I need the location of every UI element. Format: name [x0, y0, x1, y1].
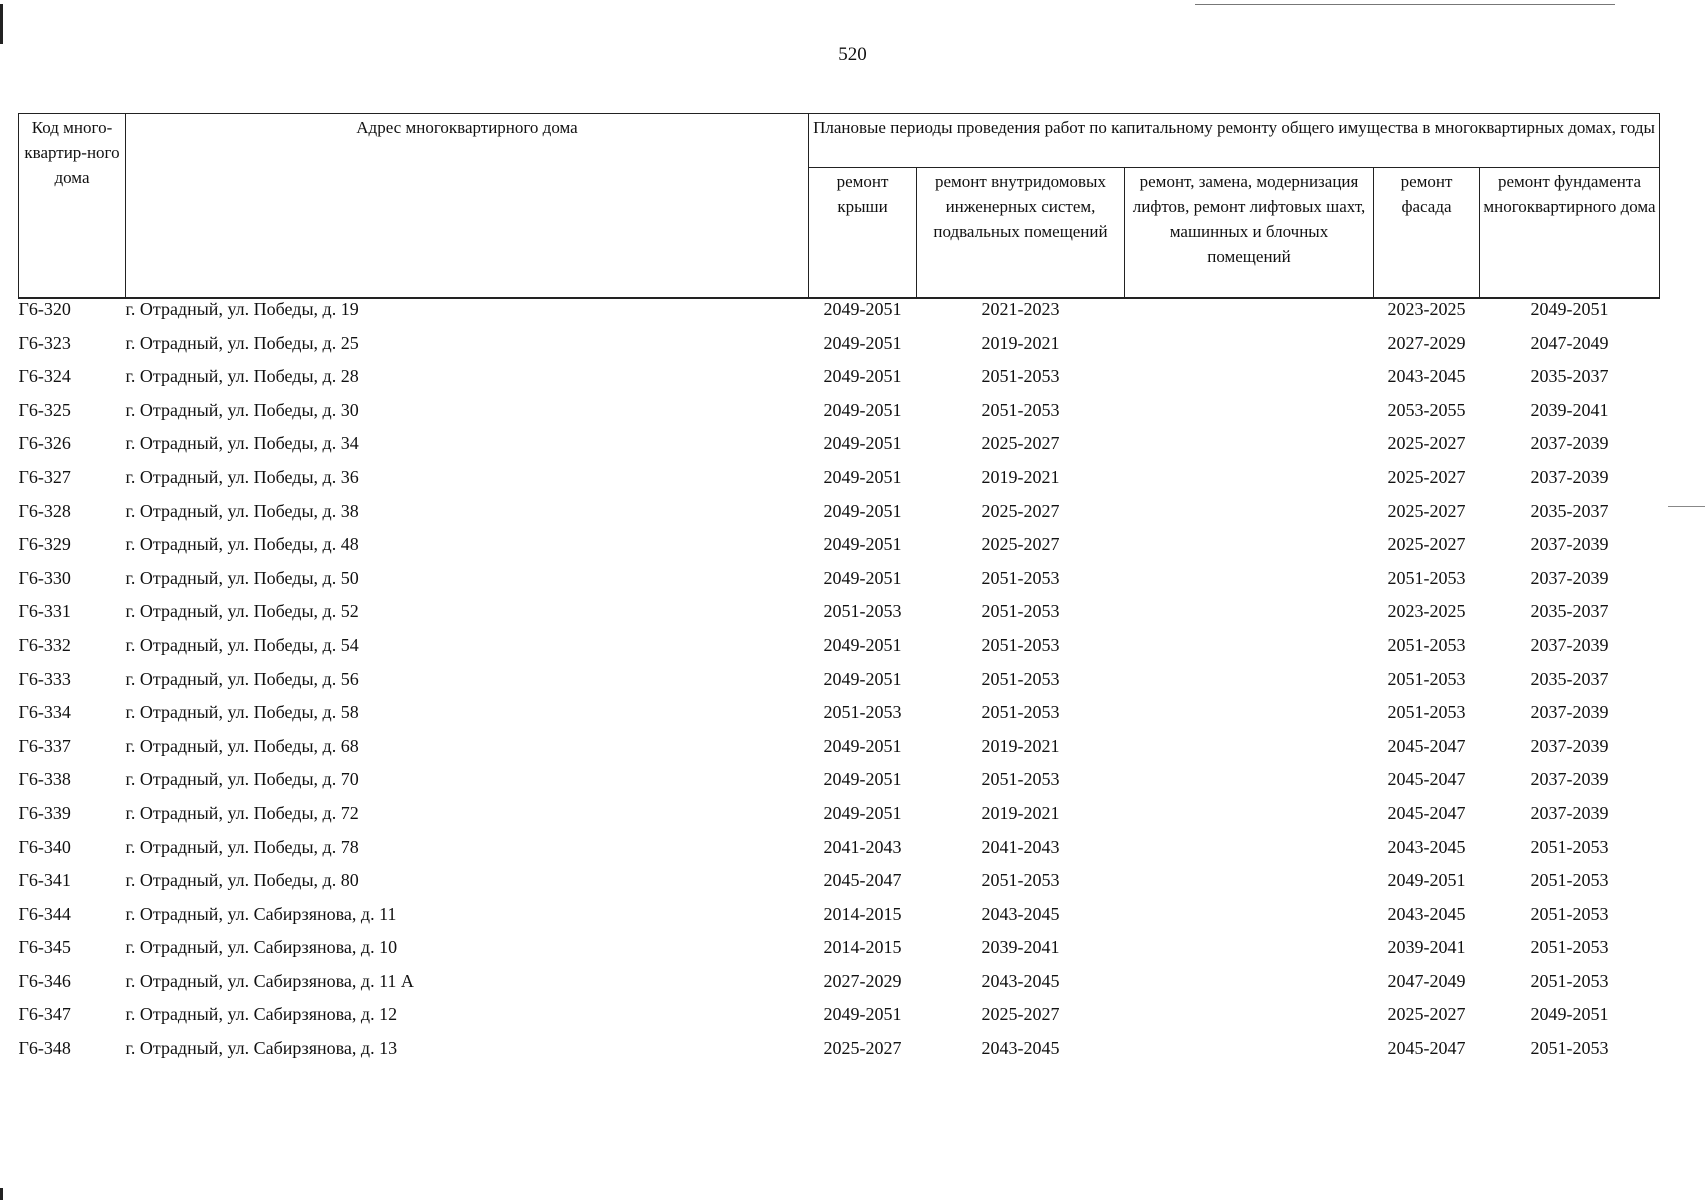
cell-roof: 2049-2051 [823, 1004, 902, 1025]
cell-foundation: 2051-2053 [1530, 970, 1609, 991]
table-row [19, 635, 1660, 669]
cell-foundation: 2037-2039 [1530, 634, 1609, 655]
header-address: Адрес многоквартирного дома [126, 114, 809, 299]
cell-foundation: 2035-2037 [1530, 601, 1609, 622]
cell-foundation: 2047-2049 [1530, 332, 1609, 353]
cell-engineering: 2051-2053 [981, 769, 1060, 790]
table-row [19, 601, 1660, 635]
cell-facade: 2047-2049 [1387, 970, 1466, 991]
cell-roof: 2027-2029 [823, 970, 902, 991]
cell-facade: 2045-2047 [1387, 802, 1466, 823]
cell-engineering: 2025-2027 [981, 500, 1060, 521]
cell-engineering: 2051-2053 [981, 634, 1060, 655]
page-number: 520 [838, 44, 867, 65]
table-row [19, 870, 1660, 904]
cell-code: Г6-348 [18, 1038, 71, 1059]
scan-artifact-left-bottom [0, 1188, 3, 1200]
cell-address: г. Отрадный, ул. Победы, д. 80 [125, 870, 359, 891]
cell-facade: 2027-2029 [1387, 332, 1466, 353]
cell-facade: 2039-2041 [1387, 937, 1466, 958]
cell-address: г. Отрадный, ул. Победы, д. 56 [125, 668, 359, 689]
table-row [19, 1038, 1660, 1072]
cell-engineering: 2051-2053 [981, 870, 1060, 891]
cell-roof: 2049-2051 [823, 332, 902, 353]
cell-engineering: 2051-2053 [981, 366, 1060, 387]
cell-facade: 2023-2025 [1374, 298, 1480, 333]
cell-code: Г6-328 [18, 500, 71, 521]
cell-roof: 2049-2051 [823, 534, 902, 555]
cell-code: Г6-344 [18, 903, 71, 924]
cell-roof: 2049-2051 [823, 466, 902, 487]
cell-elevators [1125, 534, 1374, 568]
cell-engineering: 2051-2053 [981, 668, 1060, 689]
cell-elevators [1125, 333, 1374, 367]
cell-roof: 2049-2051 [823, 366, 902, 387]
cell-elevators [1125, 635, 1374, 669]
header-periods-group: Плановые периоды проведения работ по капитальному ремонту общего имущества в многоквартирных домах, годы [809, 114, 1660, 168]
header-foundation: ремонт фундамента многоквартирного дома [1480, 168, 1660, 299]
cell-foundation: 2037-2039 [1530, 735, 1609, 756]
cell-address: г. Отрадный, ул. Сабирзянова, д. 11 [125, 903, 397, 924]
cell-foundation: 2037-2039 [1530, 466, 1609, 487]
cell-address: г. Отрадный, ул. Победы, д. 30 [125, 399, 359, 420]
repair-schedule-table [18, 113, 1660, 1072]
cell-elevators [1125, 366, 1374, 400]
cell-engineering: 2025-2027 [981, 534, 1060, 555]
cell-address: г. Отрадный, ул. Сабирзянова, д. 11 А [125, 970, 414, 991]
table-row [19, 467, 1660, 501]
cell-engineering: 2043-2045 [981, 970, 1060, 991]
cell-code: Г6-347 [18, 1004, 71, 1025]
table-row [19, 904, 1660, 938]
cell-facade: 2049-2051 [1387, 870, 1466, 891]
cell-foundation: 2051-2053 [1530, 870, 1609, 891]
cell-roof: 2049-2051 [823, 802, 902, 823]
cell-foundation: 2037-2039 [1530, 433, 1609, 454]
cell-foundation: 2039-2041 [1530, 399, 1609, 420]
cell-facade: 2043-2045 [1387, 836, 1466, 857]
cell-facade: 2025-2027 [1387, 466, 1466, 487]
cell-facade: 2053-2055 [1387, 399, 1466, 420]
cell-elevators [1125, 298, 1374, 333]
cell-roof: 2049-2051 [823, 735, 902, 756]
table-row [19, 769, 1660, 803]
cell-address: г. Отрадный, ул. Сабирзянова, д. 12 [125, 1004, 398, 1025]
cell-code: Г6-327 [18, 466, 71, 487]
scan-artifact-top [1195, 4, 1615, 5]
cell-engineering: 2019-2021 [981, 735, 1060, 756]
table-row [19, 971, 1660, 1005]
table-row [19, 837, 1660, 871]
table-row [19, 534, 1660, 568]
cell-code: Г6-332 [18, 634, 71, 655]
cell-elevators [1125, 467, 1374, 501]
cell-code: Г6-337 [18, 735, 71, 756]
cell-elevators [1125, 400, 1374, 434]
cell-elevators [1125, 904, 1374, 938]
cell-facade: 2045-2047 [1387, 769, 1466, 790]
cell-elevators [1125, 1038, 1374, 1072]
cell-roof: 2049-2051 [809, 298, 917, 333]
header-elevators: ремонт, замена, модернизация лифтов, ремонт лифтовых шахт, машинных и блочных помещений [1125, 168, 1374, 299]
cell-elevators [1125, 501, 1374, 535]
cell-roof: 2049-2051 [823, 668, 902, 689]
cell-address: г. Отрадный, ул. Победы, д. 36 [125, 466, 359, 487]
cell-elevators [1125, 1004, 1374, 1038]
cell-roof: 2051-2053 [823, 702, 902, 723]
table-row [19, 400, 1660, 434]
cell-engineering: 2051-2053 [981, 702, 1060, 723]
cell-roof: 2049-2051 [823, 433, 902, 454]
cell-roof: 2049-2051 [823, 634, 902, 655]
cell-engineering: 2025-2027 [981, 1004, 1060, 1025]
header-code: Код много-квартир-ного дома [19, 114, 126, 299]
cell-facade: 2025-2027 [1387, 1004, 1466, 1025]
table-body [19, 298, 1660, 1072]
cell-address: г. Отрадный, ул. Победы, д. 68 [125, 735, 359, 756]
cell-address: г. Отрадный, ул. Сабирзянова, д. 10 [125, 937, 398, 958]
cell-elevators [1125, 769, 1374, 803]
cell-foundation: 2037-2039 [1530, 702, 1609, 723]
cell-foundation: 2049-2051 [1530, 1004, 1609, 1025]
table-row [19, 433, 1660, 467]
cell-code: Г6-333 [18, 668, 71, 689]
cell-code: Г6-320 [19, 298, 126, 333]
cell-address: г. Отрадный, ул. Победы, д. 25 [125, 332, 359, 353]
table-row [19, 568, 1660, 602]
table-row [19, 501, 1660, 535]
scan-artifact-right [1668, 506, 1705, 507]
cell-code: Г6-345 [18, 937, 71, 958]
header-engineering: ремонт внутридомовых инженерных систем, подвальных помещений [917, 168, 1125, 299]
table-row [19, 298, 1660, 333]
cell-roof: 2025-2027 [823, 1038, 902, 1059]
cell-address: г. Отрадный, ул. Победы, д. 28 [125, 366, 359, 387]
cell-code: Г6-340 [18, 836, 71, 857]
cell-code: Г6-323 [18, 332, 71, 353]
cell-facade: 2025-2027 [1387, 500, 1466, 521]
cell-engineering: 2043-2045 [981, 1038, 1060, 1059]
header-facade: ремонт фасада [1374, 168, 1480, 299]
cell-address: г. Отрадный, ул. Победы, д. 70 [125, 769, 359, 790]
cell-engineering: 2019-2021 [981, 466, 1060, 487]
cell-code: Г6-324 [18, 366, 71, 387]
cell-facade: 2045-2047 [1387, 735, 1466, 756]
cell-roof: 2045-2047 [823, 870, 902, 891]
cell-code: Г6-346 [18, 970, 71, 991]
cell-code: Г6-325 [18, 399, 71, 420]
table-row [19, 366, 1660, 400]
cell-engineering: 2041-2043 [981, 836, 1060, 857]
cell-foundation: 2051-2053 [1530, 903, 1609, 924]
cell-elevators [1125, 601, 1374, 635]
table-row [19, 702, 1660, 736]
cell-address: г. Отрадный, ул. Победы, д. 34 [125, 433, 359, 454]
cell-code: Г6-326 [18, 433, 71, 454]
table-row [19, 937, 1660, 971]
cell-address: г. Отрадный, ул. Сабирзянова, д. 13 [125, 1038, 398, 1059]
cell-roof: 2051-2053 [823, 601, 902, 622]
cell-facade: 2045-2047 [1387, 1038, 1466, 1059]
cell-elevators [1125, 803, 1374, 837]
cell-address: г. Отрадный, ул. Победы, д. 58 [125, 702, 359, 723]
cell-elevators [1125, 568, 1374, 602]
cell-address: г. Отрадный, ул. Победы, д. 54 [125, 634, 359, 655]
cell-foundation: 2035-2037 [1530, 500, 1609, 521]
cell-engineering: 2019-2021 [981, 332, 1060, 353]
cell-elevators [1125, 702, 1374, 736]
cell-engineering: 2051-2053 [981, 601, 1060, 622]
cell-foundation: 2051-2053 [1530, 836, 1609, 857]
cell-address: г. Отрадный, ул. Победы, д. 72 [125, 802, 359, 823]
cell-elevators [1125, 736, 1374, 770]
cell-facade: 2051-2053 [1387, 634, 1466, 655]
cell-foundation: 2037-2039 [1530, 567, 1609, 588]
cell-facade: 2051-2053 [1387, 567, 1466, 588]
cell-address: г. Отрадный, ул. Победы, д. 52 [125, 601, 359, 622]
cell-roof: 2014-2015 [823, 903, 902, 924]
table-row [19, 1004, 1660, 1038]
cell-roof: 2049-2051 [823, 399, 902, 420]
cell-code: Г6-331 [18, 601, 71, 622]
cell-code: Г6-334 [18, 702, 71, 723]
cell-address: г. Отрадный, ул. Победы, д. 50 [125, 567, 359, 588]
cell-code: Г6-341 [18, 870, 71, 891]
header-roof: ремонт крыши [809, 168, 917, 299]
cell-address: г. Отрадный, ул. Победы, д. 19 [126, 298, 809, 333]
scan-artifact-left [0, 4, 3, 44]
cell-engineering: 2025-2027 [981, 433, 1060, 454]
cell-facade: 2043-2045 [1387, 903, 1466, 924]
cell-roof: 2049-2051 [823, 500, 902, 521]
table-header [19, 114, 1660, 299]
table-row [19, 736, 1660, 770]
cell-engineering: 2043-2045 [981, 903, 1060, 924]
cell-foundation: 2051-2053 [1530, 1038, 1609, 1059]
cell-elevators [1125, 971, 1374, 1005]
cell-code: Г6-339 [18, 802, 71, 823]
cell-address: г. Отрадный, ул. Победы, д. 38 [125, 500, 359, 521]
cell-foundation: 2035-2037 [1530, 366, 1609, 387]
cell-roof: 2049-2051 [823, 769, 902, 790]
cell-engineering: 2039-2041 [981, 937, 1060, 958]
cell-facade: 2025-2027 [1387, 534, 1466, 555]
cell-roof: 2014-2015 [823, 937, 902, 958]
cell-elevators [1125, 870, 1374, 904]
cell-elevators [1125, 669, 1374, 703]
table-row [19, 333, 1660, 367]
cell-code: Г6-330 [18, 567, 71, 588]
cell-roof: 2049-2051 [823, 567, 902, 588]
cell-foundation: 2037-2039 [1530, 534, 1609, 555]
table-row [19, 803, 1660, 837]
cell-foundation: 2035-2037 [1530, 668, 1609, 689]
cell-facade: 2023-2025 [1387, 601, 1466, 622]
cell-elevators [1125, 837, 1374, 871]
cell-foundation: 2037-2039 [1530, 802, 1609, 823]
cell-facade: 2051-2053 [1387, 668, 1466, 689]
cell-facade: 2043-2045 [1387, 366, 1466, 387]
cell-engineering: 2019-2021 [981, 802, 1060, 823]
cell-address: г. Отрадный, ул. Победы, д. 48 [125, 534, 359, 555]
table-row [19, 669, 1660, 703]
cell-code: Г6-329 [18, 534, 71, 555]
cell-roof: 2041-2043 [823, 836, 902, 857]
cell-engineering: 2051-2053 [981, 567, 1060, 588]
cell-facade: 2051-2053 [1387, 702, 1466, 723]
cell-engineering: 2051-2053 [981, 399, 1060, 420]
cell-foundation: 2037-2039 [1530, 769, 1609, 790]
cell-foundation: 2051-2053 [1530, 937, 1609, 958]
cell-code: Г6-338 [18, 769, 71, 790]
cell-address: г. Отрадный, ул. Победы, д. 78 [125, 836, 359, 857]
cell-engineering: 2021-2023 [917, 298, 1125, 333]
cell-elevators [1125, 433, 1374, 467]
cell-facade: 2025-2027 [1387, 433, 1466, 454]
cell-foundation: 2049-2051 [1480, 298, 1660, 333]
cell-elevators [1125, 937, 1374, 971]
